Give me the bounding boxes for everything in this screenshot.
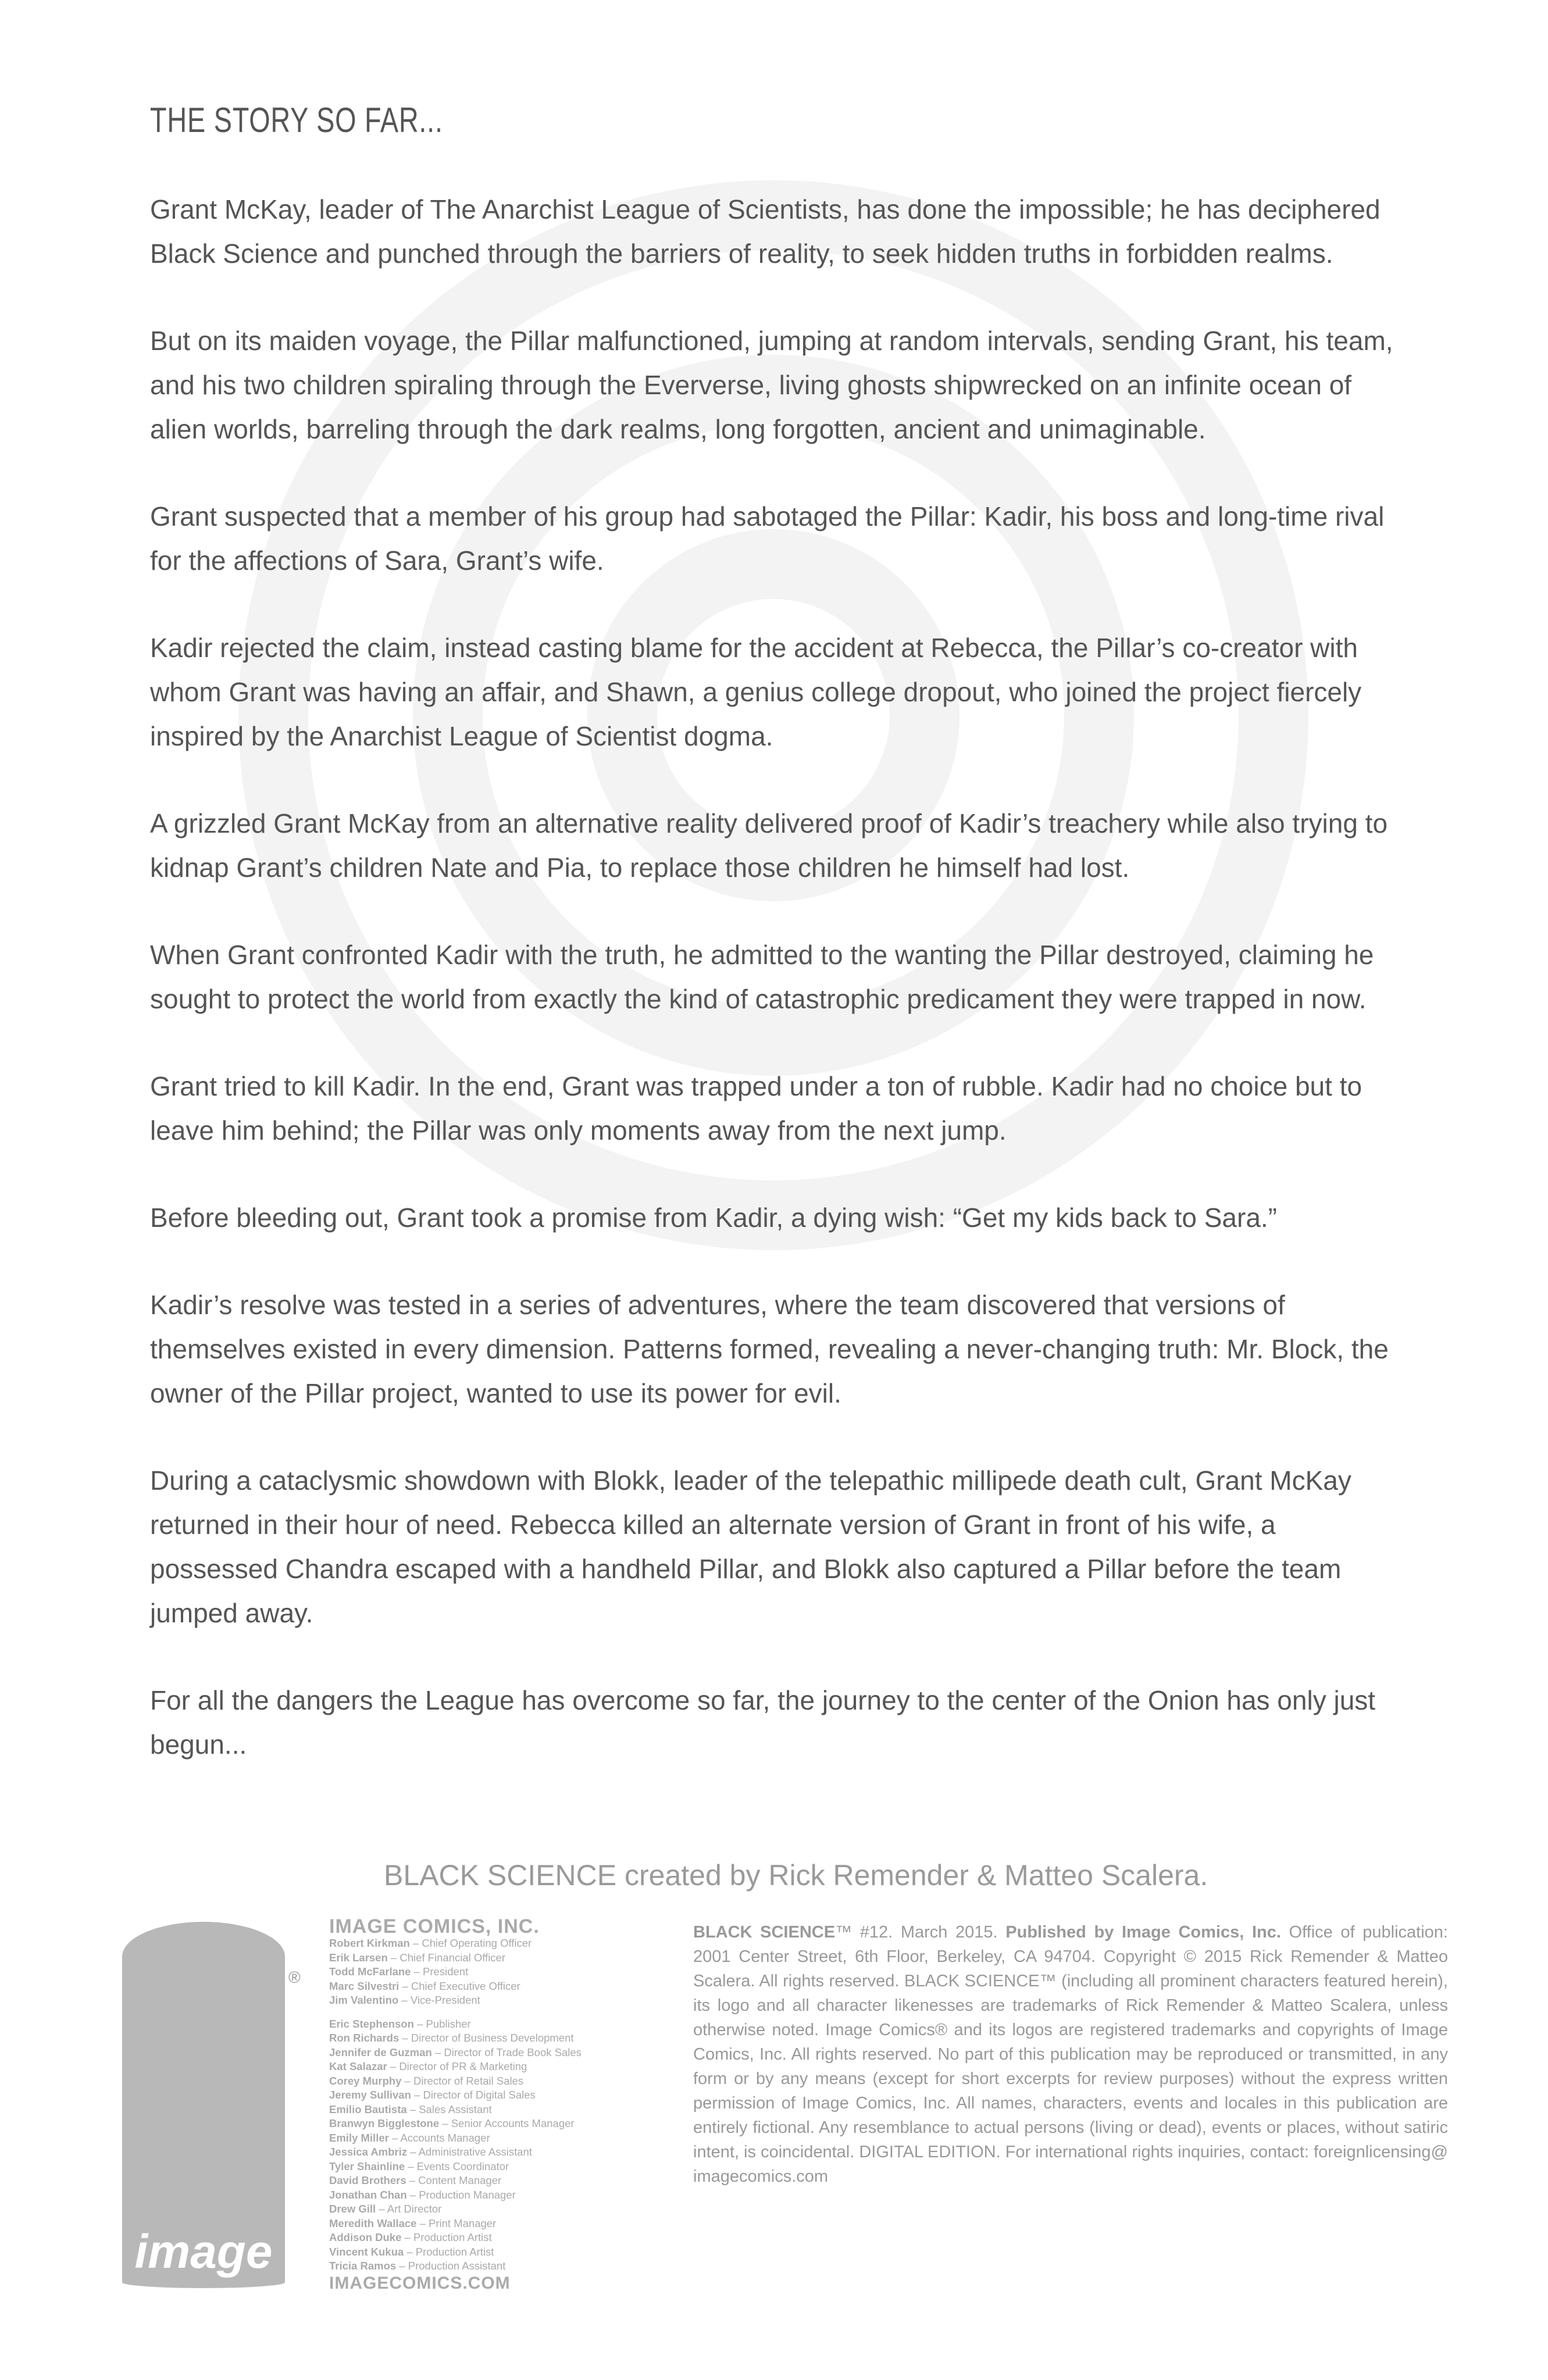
staff-row: [329, 2031, 655, 2046]
page-title: THE STORY SO FAR...: [150, 101, 443, 140]
staff-name: David Brothers: [329, 2174, 406, 2186]
staff-title: – Senior Accounts Manager: [442, 2117, 575, 2129]
staff-title: – Administrative Assistant: [410, 2146, 532, 2158]
story-paragraph: Before bleeding out, Grant took a promise from Kadir, a dying wish: “Get my kids back to Sara.”: [150, 1203, 1277, 1233]
staff-name: Branwyn Bigglestone: [329, 2117, 440, 2129]
staff-name: Corey Murphy: [329, 2074, 402, 2087]
staff-title: – Director of Business Development: [402, 2032, 574, 2044]
story-paragraph: Grant McKay, leader of The Anarchist League of Scientists, has done the impossible; he has deciphered Black Science and punched through the barriers of reality, to seek hidden truths in forbidden realms.: [150, 194, 1381, 269]
staff-row: [329, 2103, 655, 2117]
staff-title: – Production Artist: [406, 2245, 494, 2258]
staff-name: Todd McFarlane: [329, 1965, 411, 1978]
company-name: IMAGE COMICS, INC.: [329, 1915, 540, 1937]
story-paragraph: Kadir rejected the claim, instead casting blame for the accident at Rebecca, the Pillar’s co-creator with whom Grant was having an affair, and Shawn, a genius college dropout, who joined the project fiercely inspired by the Anarchist League of Scientist dogma.: [150, 633, 1362, 751]
image-comics-logo-icon: [116, 1913, 308, 2291]
staff-name: Kat Salazar: [329, 2060, 387, 2072]
staff-row: [329, 1993, 655, 2008]
staff-row: [329, 1979, 655, 1994]
staff-title: – Vice-President: [401, 1994, 480, 2006]
creator-credit: BLACK SCIENCE created by Rick Remender & Matteo Scalera.: [384, 1859, 1208, 1892]
staff-title: – Accounts Manager: [391, 2131, 490, 2144]
staff-row: [329, 2131, 655, 2146]
staff-name: Tricia Ramos: [329, 2260, 397, 2272]
story-paragraph: When Grant confronted Kadir with the truth, he admitted to the wanting the Pillar destroyed, claiming he sought to protect the world from exactly the kind of catastrophic predicament they were trapped in now.: [150, 940, 1374, 1014]
legal-body: Office of publication: 2001 Center Street, 6th Floor, Berkeley, CA 94704. Copyright © 2015 Rick Remender & Matteo Scalera. All rights reserved. BLACK SCIENCE™ (including all prominent characters featured herein), its logo and all character likenesses are trademarks of Rick Remender & Matteo Scalera, unless otherwise noted. Image Comics® and its logos are registered trademarks and copyrights of Image Comics, Inc. All rights reserved. No part of this publication may be reproduced or transmitted, in any form or by any means (except for short excerpts for review purposes) without the express written permission of Image Comics, Inc. All names, characters, events and locales in this publication are entirely fictional. Any resemblance to actual persons (living or dead), events or places, without satiric intent, is coincidental. DIGITAL EDITION. For international rights inquiries, contact: foreignlicensing@ imagecomics.com: [693, 1923, 1448, 2186]
staff-row: [329, 2088, 655, 2103]
staff-name: Drew Gill: [329, 2203, 376, 2215]
staff-title: – Director of PR & Marketing: [390, 2060, 527, 2072]
staff-title: – Content Manager: [409, 2174, 502, 2186]
staff-row: [329, 2217, 655, 2231]
staff-row: [329, 2046, 655, 2060]
staff-name: Ron Richards: [329, 2032, 400, 2044]
staff-title: – Art Director: [379, 2203, 442, 2215]
staff-row: [329, 2160, 655, 2174]
staff-title: – President: [413, 1965, 469, 1978]
website-url: IMAGECOMICS.COM: [329, 2273, 511, 2293]
legal-notice: [693, 1920, 1448, 2189]
staff-row: [329, 2259, 655, 2274]
staff-title: – Director of Trade Book Sales: [434, 2046, 582, 2058]
staff-row: [329, 2231, 655, 2245]
staff-row: [329, 2074, 655, 2089]
story-paragraph: Grant suspected that a member of his group had sabotaged the Pillar: Kadir, his boss and long-time rival for the affections of Sara, Grant’s wife.: [150, 501, 1385, 576]
staff-list: [329, 1917, 655, 2292]
logo-wordmark: image: [134, 2225, 273, 2278]
legal-title: BLACK SCIENCE: [693, 1923, 836, 1942]
story-paragraph: A grizzled Grant McKay from an alternative reality delivered proof of Kadir’s treachery while also trying to kidnap Grant’s children Nate and Pia, to replace those children he himself had lost.: [150, 808, 1388, 883]
staff-name: Emilio Bautista: [329, 2103, 407, 2115]
staff-name: Robert Kirkman: [329, 1937, 410, 1949]
story-paragraph: Grant tried to kill Kadir. In the end, Grant was trapped under a ton of rubble. Kadir had no choice but to leave him behind; the Pillar was only moments away from the next jump.: [150, 1071, 1362, 1146]
story-paragraph: For all the dangers the League has overcome so far, the journey to the center of the Onion has only just begun...: [150, 1685, 1376, 1760]
staff-name: Jeremy Sullivan: [329, 2089, 411, 2101]
story-paragraph: Kadir’s resolve was tested in a series of adventures, where the team discovered that versions of themselves existed in every dimension. Patterns formed, revealing a never-changing truth: Mr. Block, the owner of the Pillar project, wanted to use its power for evil.: [150, 1290, 1389, 1408]
staff-row: [329, 2174, 655, 2188]
staff-name: Jonathan Chan: [329, 2188, 407, 2201]
staff-title: – Chief Operating Officer: [412, 1937, 532, 1949]
staff-title: – Sales Assistant: [409, 2103, 492, 2115]
staff-name: Marc Silvestri: [329, 1979, 400, 1992]
staff-title: – Director of Retail Sales: [404, 2074, 524, 2087]
staff-title: – Director of Digital Sales: [414, 2089, 536, 2101]
staff-name: Jennifer de Guzman: [329, 2046, 432, 2058]
registered-mark: ®: [288, 1968, 301, 1986]
issue-info: #12. March 2015.: [852, 1923, 1006, 1942]
staff-name: Emily Miller: [329, 2131, 389, 2144]
staff-row: [329, 1965, 655, 1979]
staff-row: [329, 2245, 655, 2260]
staff-title: – Production Assistant: [399, 2260, 506, 2272]
staff-row: [329, 2060, 655, 2074]
story-paragraph: During a cataclysmic showdown with Blokk, leader of the telepathic millipede death cult, Grant McKay returned in their hour of need. Rebecca killed an alternate version of Grant in front of his wife, a possessed Chandra escaped with a handheld Pillar, and Blokk also captured a Pillar before the team jumped away.: [150, 1465, 1351, 1628]
staff-title: – Production Artist: [404, 2231, 492, 2243]
staff-row: [329, 2117, 655, 2131]
staff-name: Erik Larsen: [329, 1951, 388, 1964]
staff-row: [329, 2202, 655, 2217]
staff-name: Addison Duke: [329, 2231, 402, 2243]
staff-title: – Publisher: [417, 2017, 471, 2030]
staff-title: – Chief Financial Officer: [390, 1951, 505, 1964]
staff-name: Vincent Kukua: [329, 2245, 404, 2258]
staff-title: – Print Manager: [419, 2217, 497, 2229]
staff-title: – Events Coordinator: [408, 2160, 509, 2172]
staff-title: – Production Manager: [409, 2188, 516, 2201]
story-paragraph: But on its maiden voyage, the Pillar malfunctioned, jumping at random intervals, sending Grant, his team, and his two children spiraling through the Eververse, living ghosts shipwrecked on an infinite ocean of alien worlds, barreling through the dark realms, long forgotten, ancient and unimaginable.: [150, 326, 1393, 444]
staff-row: [329, 2188, 655, 2203]
publisher-line: Published by Image Comics, Inc.: [1005, 1923, 1281, 1942]
staff-row: [329, 2145, 655, 2160]
staff-name: Jessica Ambriz: [329, 2146, 408, 2158]
staff-title: – Chief Executive Officer: [402, 1979, 520, 1992]
trademark-mark: ™: [835, 1923, 853, 1942]
staff-name: Meredith Wallace: [329, 2217, 417, 2229]
staff-name: Tyler Shainline: [329, 2160, 405, 2172]
staff-name: Eric Stephenson: [329, 2017, 414, 2030]
story-summary: [150, 187, 1400, 1810]
staff-row: [329, 2017, 655, 2032]
staff-row: [329, 1951, 655, 1965]
staff-row: [329, 1936, 655, 1951]
staff-name: Jim Valentino: [329, 1994, 399, 2006]
